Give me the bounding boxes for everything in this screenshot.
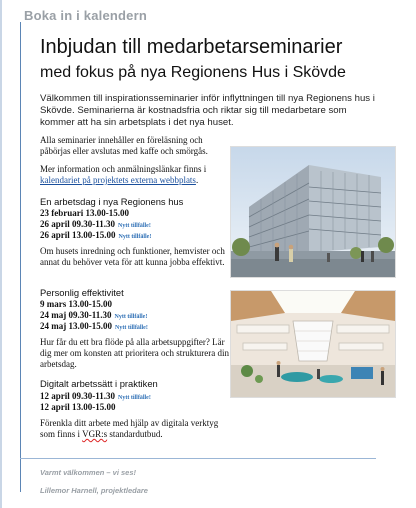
section-heading-effektivitet: Personlig effektivitet: [40, 287, 124, 298]
date-text: 26 april 13.00-15.00: [40, 230, 116, 240]
date-text: 9 mars 13.00-15.00: [40, 299, 112, 309]
info-paragraph-2: [40, 164, 230, 186]
info-block: [40, 135, 230, 157]
new-badge: Nytt tillfälle!: [114, 314, 148, 320]
date-text: 26 april 09.30-11.30: [40, 219, 116, 229]
date-line: [40, 321, 148, 331]
section-desc-digitalt: [40, 418, 230, 440]
footer-greeting: Varmt välkommen – vi ses!: [40, 468, 137, 477]
date-line: [40, 299, 115, 309]
info-link-suffix: .: [195, 175, 199, 185]
date-text: 23 februari 13.00-15.00: [40, 208, 129, 218]
building-exterior-illustration: [231, 147, 395, 277]
date-line: [40, 402, 119, 412]
section-heading-digitalt: Digitalt arbetssätt i praktiken: [40, 378, 158, 389]
new-badge: Nytt tillfälle!: [118, 223, 151, 229]
atrium-interior-illustration: [231, 291, 395, 397]
desc-suffix: standardutbud.: [107, 429, 163, 439]
date-line: [40, 208, 132, 218]
date-text: 24 maj 09.30-11.30: [40, 310, 112, 320]
header-title: Boka in i kalendern: [24, 8, 148, 23]
building-exterior-photo: [230, 146, 396, 278]
info-link-block: [40, 164, 230, 186]
new-badge: Nytt tillfälle!: [118, 395, 151, 401]
new-badge: Nytt tillfälle!: [118, 234, 152, 240]
calendar-website-link[interactable]: kalendariet på projektets externa webbplats: [40, 175, 196, 185]
section-desc-arbetsdag: Om husets inredning och funktioner, hemvister och annat du behöver veta för att kunna jobba effektivt.: [40, 246, 225, 267]
date-line: [40, 230, 151, 240]
info-link-prefix: Mer information och anmälningslänkar finns i: [40, 164, 207, 174]
date-line: [40, 391, 151, 401]
footer-signature: Lillemor Harnell, projektledare: [40, 486, 148, 495]
section-desc-effektivitet: Hur får du ett bra flöde på alla arbetsuppgifter? Lär dig mer om konsten att prioritera och strukturera din arbetsdag.: [40, 337, 229, 369]
date-text: 24 maj 13.00-15.00: [40, 321, 112, 331]
new-badge: Nytt tillfälle!: [115, 325, 148, 331]
footer-divider: [20, 458, 376, 459]
main-title-line1: Inbjudan till medarbetarseminarier: [40, 36, 343, 58]
desc-marked-word: VGR:s: [82, 429, 108, 439]
main-title-line2: med fokus på nya Regionens Hus i Skövde: [40, 64, 346, 81]
date-text: 12 april 09.30-11.30: [40, 391, 116, 401]
date-line: [40, 310, 147, 320]
atrium-interior-photo: [230, 290, 396, 398]
intro-paragraph: Välkommen till inspirationsseminarier inför inflyttningen till nya Regionens hus i Skövde. Seminarierna är kostnadsfria och riktar sig till medarbetare som kommer att ha sin arbetsplats i det nya huset.: [40, 93, 375, 128]
date-text: 12 april 13.00-15.00: [40, 402, 116, 412]
desc-prefix: Förenkla ditt arbete med hjälp av digitala verktyg som finns i: [40, 418, 219, 439]
date-line: [40, 219, 151, 229]
left-vertical-rule: [20, 22, 21, 492]
section-heading-arbetsdag: En arbetsdag i nya Regionens hus: [40, 196, 184, 207]
info-paragraph-1: Alla seminarier innehåller en föreläsning och påbörjas eller avslutas med kaffe och smörgås.: [40, 135, 208, 156]
